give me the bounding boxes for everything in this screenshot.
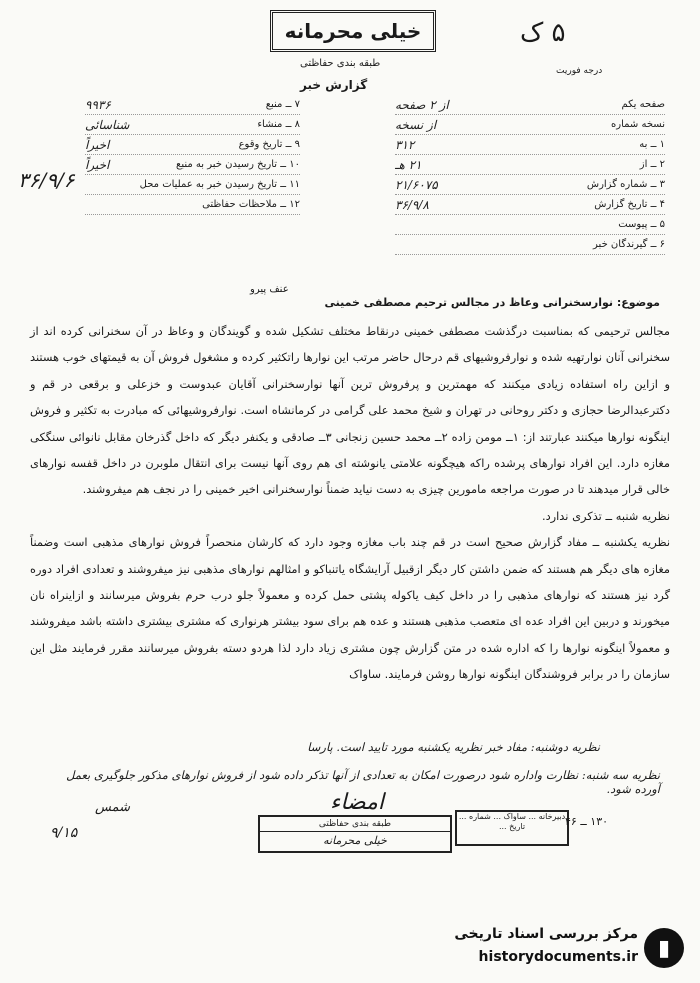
meta-row: صفحه یکم از ۲ صفحه bbox=[395, 95, 665, 115]
body-paragraph: نظریه شنبه ــ تذکری ندارد. bbox=[541, 508, 670, 523]
footer-secret-box bbox=[258, 815, 452, 853]
meta-row: ۵ ــ پیوست bbox=[395, 215, 665, 235]
meta-row: ۱۲ ــ ملاحظات حفاظتی bbox=[85, 195, 300, 215]
logo-url: historydocuments.ir bbox=[478, 949, 638, 965]
meta-row: ۱ ــ به ۳۱۲ bbox=[395, 135, 665, 155]
body-paragraph: نظریه یکشنبه ــ مفاد گزارش صحیح است در قم چند باب مغازه وجود دارد که کارشان منحصراً فروش نوارهای مذهبی است وضمناً مغازه های دیگر هم هستند که ضمن داشتن کار دیگر ازقبیل آرایشگاه یاتنباکو و امثالهم نوارهای مذهبی نیز میفروشند و تعدادی افراد دوره گرد نیز هستند که نوارهای مذهبی را در داخل کیف یاکوله پشتی حمل کرده و معمولاً جلو درب حرم بفروش میرسانند و ازاینراه نان میخورند و دربین این افراد عده ای متعصب مذهبی هستند و عده هم برای سود بیشتر هرنواری که مشتری بیشتری داشته باشد میفروشند و معمولاً اینگونه نوارها را که اداره شده در متن گزارش چون مشتری زیاد دارد لذا هردو دسته بفروش میرسانند مقرر فرمایند مثل این سازمان را در برابر فروشندگان اینگونه نوارها روشن فرمایند. ساواک bbox=[30, 535, 670, 682]
handwritten-note: نظریه سه شنبه: نظارت واداره شود درصورت امکان به تعدادی از آنها تذکر داده شود از فروش نوارهای مذکور جلوگیری بعمل آورده شود. bbox=[66, 768, 660, 796]
footer-secret-value: خیلی محرمانه bbox=[323, 834, 387, 847]
meta-row: ۲ ــ از ۲۱ هـ bbox=[395, 155, 665, 175]
priority-value: ۵ ک bbox=[520, 18, 566, 48]
signature-date: ۹/۱۵ bbox=[50, 825, 78, 841]
footer-archive-box: دبیرخانه ... ساواک ... شماره ... تاریخ ... bbox=[455, 810, 569, 846]
handwritten-note: نظریه دوشنبه: مفاد خبر نظریه یکشنبه مورد تایید است. پارسا bbox=[307, 740, 600, 754]
meta-row: ۳ ــ شماره گزارش ۲۱/۶۰۷۵ bbox=[395, 175, 665, 195]
document-number: ۱۳۰ ــ ۴۶ bbox=[565, 815, 609, 828]
footer-secret-label: طبقه بندی حفاظتی bbox=[260, 817, 450, 832]
meta-row: ۹ ــ تاریخ وقوع اخیراً bbox=[85, 135, 300, 155]
meta-row: نسخه شماره از نسخه bbox=[395, 115, 665, 135]
meta-row: ۱۰ ــ تاریخ رسیدن خبر به منبع اخیراً bbox=[85, 155, 300, 175]
form-title: گزارش خبر bbox=[300, 78, 368, 92]
subject-line: موضوع: نوارسخنرانی وعاظ در مجالس ترحیم مصطفی خمینی bbox=[324, 296, 660, 309]
priority-label: درجه فوریت bbox=[556, 66, 603, 76]
logo-title: مرکز بررسی اسناد تاریخی bbox=[454, 926, 638, 942]
body-paragraph: مجالس ترحیمی که بمناسبت درگذشت مصطفی خمینی درنقاط مختلف تشکیل شده و گویندگان و وعاظ در آن سخنرانی کرده اند از سخنرانی آنان نوارتهیه شده و نوارفروشیهای قم درحال حاضر مرتب این نوارها راتکثیر کرده و مشغول فروش آن به قیمتهای خوب هستند و ازاین راه استفاده زیادی میکنند که مهمترین و پرفروش ترین آنها نوارسخنرانی آقایان عبدوست و خزعلی و برقعی در قم و دکترعبدالرضا حجازی و دکتر روحانی در تهران و شیخ محمد علی گرامی در کرمانشاه است. نوارفروشیهائی که مبادرت به تکثیر و فروش اینگونه نوارها میکنند عبارتند از: ۱ــ مومن زاده ۲ــ محمد حسین زنجانی ۳ــ صادقی و یکنفر دیگر که داخل گذرخان مقابل نانوائی سنگکی مغازه دارد. این افراد نوارهای پرشده راکه هیچگونه علامتی یانوشته ای هم روی آنها نیست برای انتقال ملوبرن در داخل قفسه نوارهای خالی قرار میدهند تا در صورت مراجعه مامورین چیزی به دست نیاید ضمناً نوارسخنرانی اخیر خمینی را در نجف هم میفروشند. bbox=[30, 324, 670, 497]
meta-right bbox=[395, 95, 665, 255]
handwritten-date: ۳۶/۹/۶ bbox=[18, 168, 75, 192]
meta-row: ۸ ــ منشاء شناسائی bbox=[85, 115, 300, 135]
classification-stamp: خیلی محرمانه bbox=[270, 10, 436, 52]
meta-row: ۴ ــ تاریخ گزارش ۳۶/۹/۸ bbox=[395, 195, 665, 215]
meta-left bbox=[85, 95, 300, 215]
body-text bbox=[30, 318, 670, 688]
meta-row: ۶ ــ گیرندگان خبر bbox=[395, 235, 665, 255]
classification-label: طبقه بندی حفاظتی bbox=[300, 58, 381, 69]
meta-row: ۷ ــ منبع ۹۹۳۶ bbox=[85, 95, 300, 115]
site-logo bbox=[420, 922, 690, 974]
meta-row: ۱۱ ــ تاریخ رسیدن خبر به عملیات محل bbox=[85, 175, 300, 195]
signature-name: شمس bbox=[95, 800, 130, 815]
book-icon: ▮ bbox=[644, 928, 684, 968]
signature-center: امضاء bbox=[330, 790, 385, 815]
subject-tag: عنف پیرو bbox=[250, 284, 289, 295]
